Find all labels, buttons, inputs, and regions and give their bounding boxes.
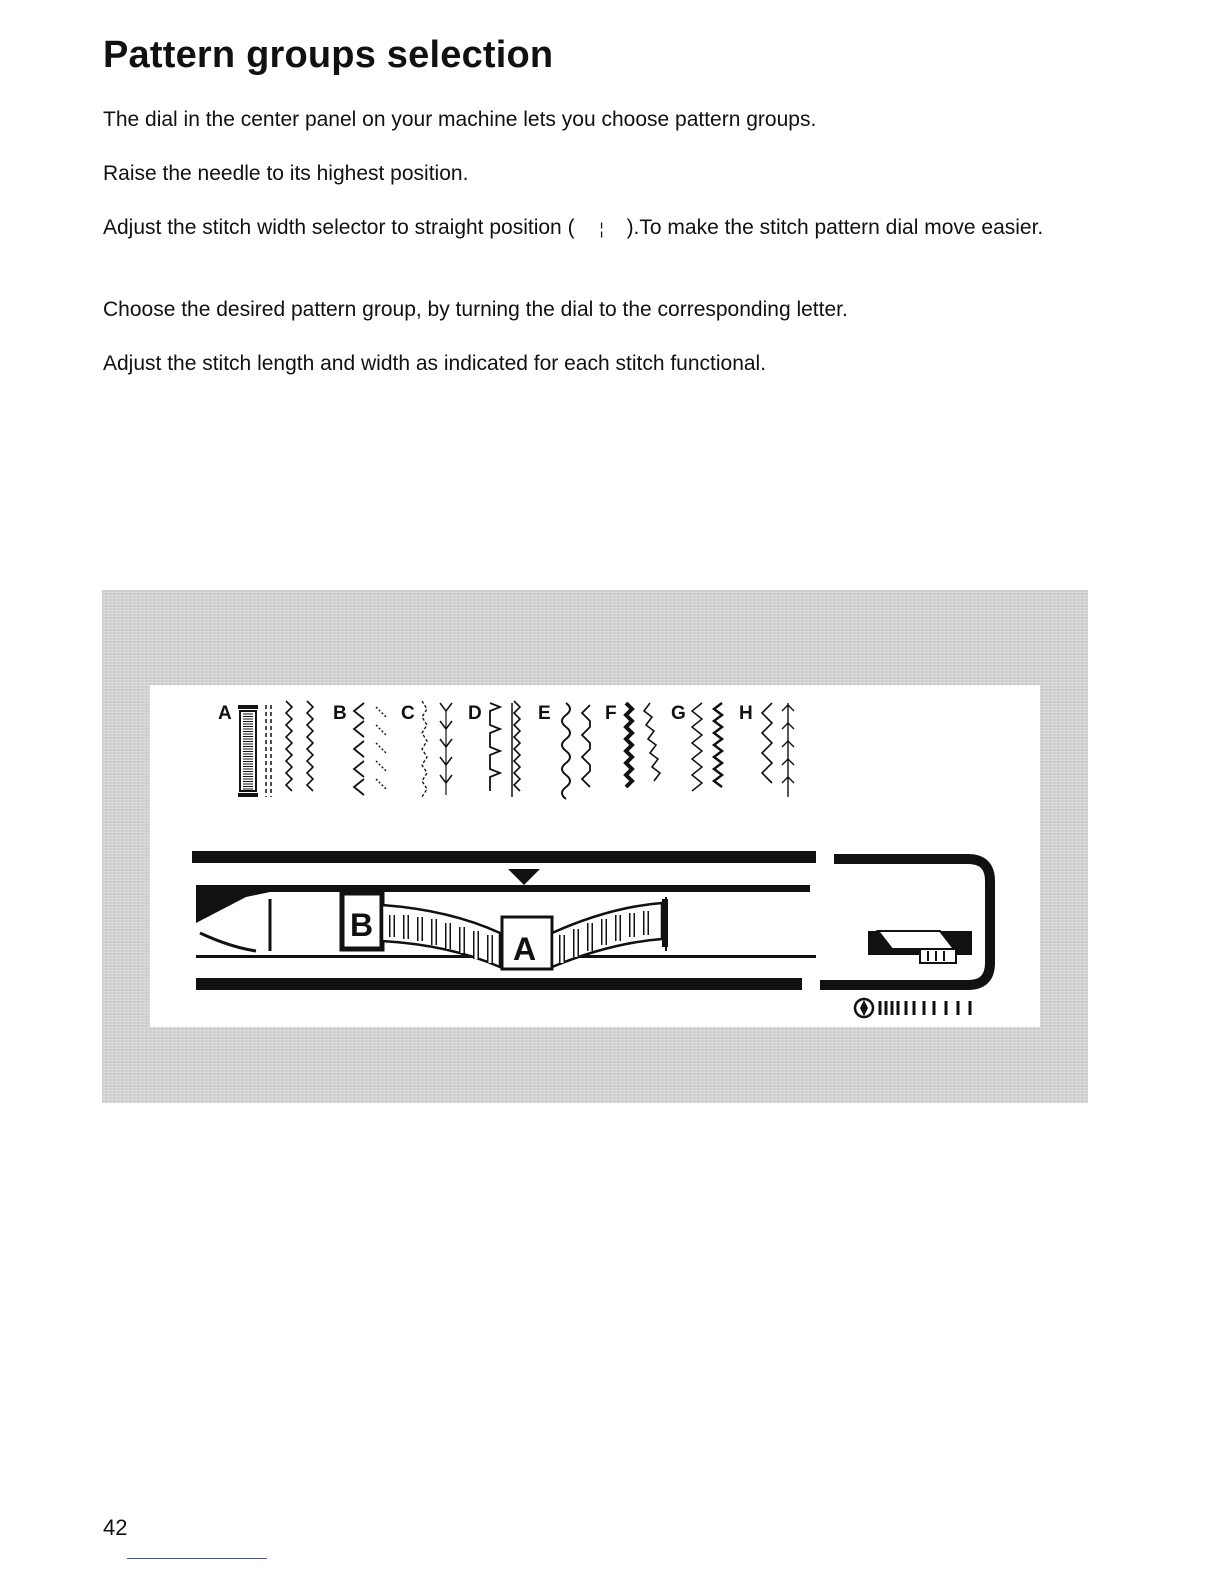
pattern-group-label-a: A — [218, 703, 232, 724]
pattern-dial — [192, 851, 816, 990]
stitch-group-f-icon — [626, 703, 660, 787]
pattern-group-label-c: C — [401, 703, 415, 724]
dial-letter-center: A — [513, 931, 537, 967]
paragraph-choose-group: Choose the desired pattern group, by turning the dial to the corresponding letter. — [103, 298, 848, 321]
paragraph-stitch-width-text-2: ).To make the stitch pattern dial move easier. — [626, 216, 1044, 239]
length-scale-icon — [880, 1001, 970, 1015]
dial-letter-left: B — [350, 907, 374, 943]
pattern-group-label-h: H — [739, 703, 753, 724]
page-number: 42 — [103, 1515, 128, 1540]
paragraph-adjust-length: Adjust the stitch length and width as indicated for each stitch functional. — [103, 352, 767, 375]
stitch-group-c-icon — [422, 701, 452, 797]
stitch-group-e-icon — [562, 703, 590, 799]
pattern-panel — [150, 685, 1040, 1027]
pattern-group-label-f: F — [605, 703, 617, 724]
stitch-group-a-icon — [238, 701, 313, 797]
stitch-group-d-icon — [490, 701, 520, 797]
paragraph-stitch-width — [103, 214, 1093, 243]
stitch-lever — [820, 859, 990, 1017]
dial-indicator-arrow-icon — [508, 869, 540, 885]
machine-panel-figure — [102, 590, 1088, 1103]
footer-rule — [127, 1558, 267, 1559]
pattern-group-label-d: D — [468, 703, 482, 724]
stitch-group-g-icon — [692, 703, 722, 791]
stitch-group-b-icon — [354, 703, 386, 795]
pattern-panel-illustration — [150, 685, 1040, 1027]
pattern-group-label-g: G — [671, 703, 686, 724]
pattern-group-label-b: B — [333, 703, 347, 724]
stitch-group-h-icon — [762, 703, 794, 797]
pattern-group-label-e: E — [538, 703, 551, 724]
paragraph-stitch-width-text-1: Adjust the stitch width selector to straight position ( — [103, 216, 575, 239]
straight-position-icon: ¦ — [599, 221, 602, 238]
page-title: Pattern groups selection — [103, 34, 554, 76]
paragraph-raise-needle: Raise the needle to its highest position. — [103, 162, 469, 185]
paragraph-dial-intro: The dial in the center panel on your machine lets you choose pattern groups. — [103, 108, 817, 131]
